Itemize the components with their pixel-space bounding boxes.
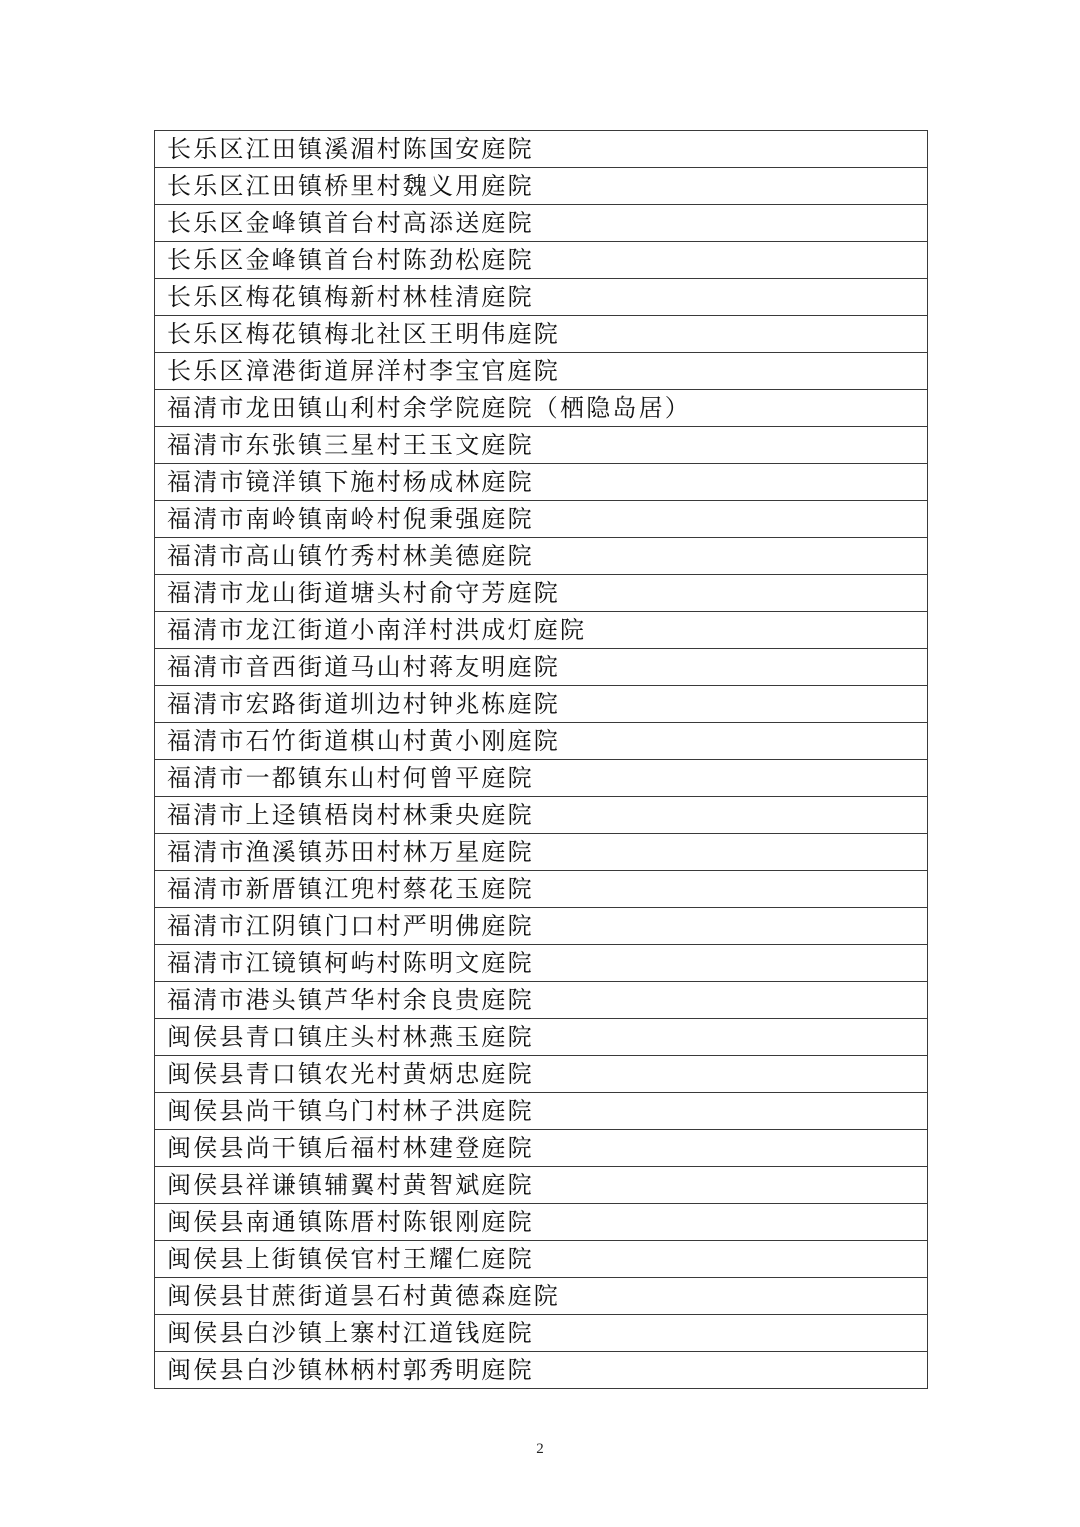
table-cell: 福清市新厝镇江兜村蔡花玉庭院 <box>155 871 928 908</box>
table-cell: 福清市渔溪镇苏田村林万星庭院 <box>155 834 928 871</box>
table-row <box>155 1278 928 1315</box>
table-row <box>155 1167 928 1204</box>
table-row <box>155 760 928 797</box>
table-cell: 长乐区梅花镇梅北社区王明伟庭院 <box>155 316 928 353</box>
table-cell: 长乐区江田镇溪湄村陈国安庭院 <box>155 131 928 168</box>
table-row <box>155 1204 928 1241</box>
table-body <box>155 131 928 1389</box>
table-row <box>155 945 928 982</box>
table-row <box>155 1315 928 1352</box>
table-row <box>155 390 928 427</box>
table-cell: 闽侯县尚干镇乌门村林子洪庭院 <box>155 1093 928 1130</box>
table-row <box>155 168 928 205</box>
table-cell: 闽侯县青口镇农光村黄炳忠庭院 <box>155 1056 928 1093</box>
table-cell: 福清市龙田镇山利村余学院庭院（栖隐岛居） <box>155 390 928 427</box>
table-row <box>155 279 928 316</box>
table-row <box>155 723 928 760</box>
table-cell: 长乐区金峰镇首台村陈劲松庭院 <box>155 242 928 279</box>
table-row <box>155 205 928 242</box>
table-cell: 闽侯县甘蔗街道昙石村黄德森庭院 <box>155 1278 928 1315</box>
table-row <box>155 131 928 168</box>
table-row <box>155 464 928 501</box>
table-cell: 闽侯县祥谦镇辅翼村黄智斌庭院 <box>155 1167 928 1204</box>
table-cell: 闽侯县青口镇庄头村林燕玉庭院 <box>155 1019 928 1056</box>
table-cell: 闽侯县白沙镇林柄村郭秀明庭院 <box>155 1352 928 1389</box>
table-cell: 福清市高山镇竹秀村林美德庭院 <box>155 538 928 575</box>
table-cell: 福清市港头镇芦华村余良贵庭院 <box>155 982 928 1019</box>
table-cell: 福清市龙江街道小南洋村洪成灯庭院 <box>155 612 928 649</box>
table-cell: 长乐区漳港街道屏洋村李宝官庭院 <box>155 353 928 390</box>
table-row <box>155 797 928 834</box>
table-row <box>155 353 928 390</box>
table-cell: 闽侯县白沙镇上寨村江道钱庭院 <box>155 1315 928 1352</box>
table-cell: 闽侯县上街镇侯官村王耀仁庭院 <box>155 1241 928 1278</box>
table-row <box>155 538 928 575</box>
table-row <box>155 316 928 353</box>
table-cell: 福清市上迳镇梧岗村林秉央庭院 <box>155 797 928 834</box>
table-cell: 长乐区梅花镇梅新村林桂清庭院 <box>155 279 928 316</box>
table-row <box>155 1241 928 1278</box>
table-cell: 闽侯县南通镇陈厝村陈银刚庭院 <box>155 1204 928 1241</box>
table-cell: 福清市东张镇三星村王玉文庭院 <box>155 427 928 464</box>
table-row <box>155 834 928 871</box>
table-cell: 闽侯县尚干镇后福村林建登庭院 <box>155 1130 928 1167</box>
table-cell: 福清市江镜镇柯屿村陈明文庭院 <box>155 945 928 982</box>
table-row <box>155 1019 928 1056</box>
table-cell: 福清市镜洋镇下施村杨成林庭院 <box>155 464 928 501</box>
table-row <box>155 649 928 686</box>
table-cell: 福清市龙山街道塘头村俞守芳庭院 <box>155 575 928 612</box>
table-row <box>155 871 928 908</box>
page-number: 2 <box>536 1441 544 1457</box>
courtyard-list-table <box>154 130 928 1389</box>
table-row <box>155 686 928 723</box>
table-cell: 福清市石竹街道棋山村黄小刚庭院 <box>155 723 928 760</box>
table-cell: 福清市音西街道马山村蒋友明庭院 <box>155 649 928 686</box>
table-row <box>155 575 928 612</box>
table-row <box>155 1130 928 1167</box>
table-cell: 福清市江阴镇门口村严明佛庭院 <box>155 908 928 945</box>
table-row <box>155 501 928 538</box>
table-row <box>155 427 928 464</box>
table-row <box>155 242 928 279</box>
table-row <box>155 982 928 1019</box>
table-cell: 福清市宏路街道圳边村钟兆栋庭院 <box>155 686 928 723</box>
table-row <box>155 1352 928 1389</box>
table-row <box>155 612 928 649</box>
table-cell: 长乐区金峰镇首台村高添送庭院 <box>155 205 928 242</box>
table-row <box>155 1056 928 1093</box>
table-row <box>155 908 928 945</box>
table-cell: 福清市一都镇东山村何曾平庭院 <box>155 760 928 797</box>
table-cell: 长乐区江田镇桥里村魏义用庭院 <box>155 168 928 205</box>
table-row <box>155 1093 928 1130</box>
table-cell: 福清市南岭镇南岭村倪秉强庭院 <box>155 501 928 538</box>
